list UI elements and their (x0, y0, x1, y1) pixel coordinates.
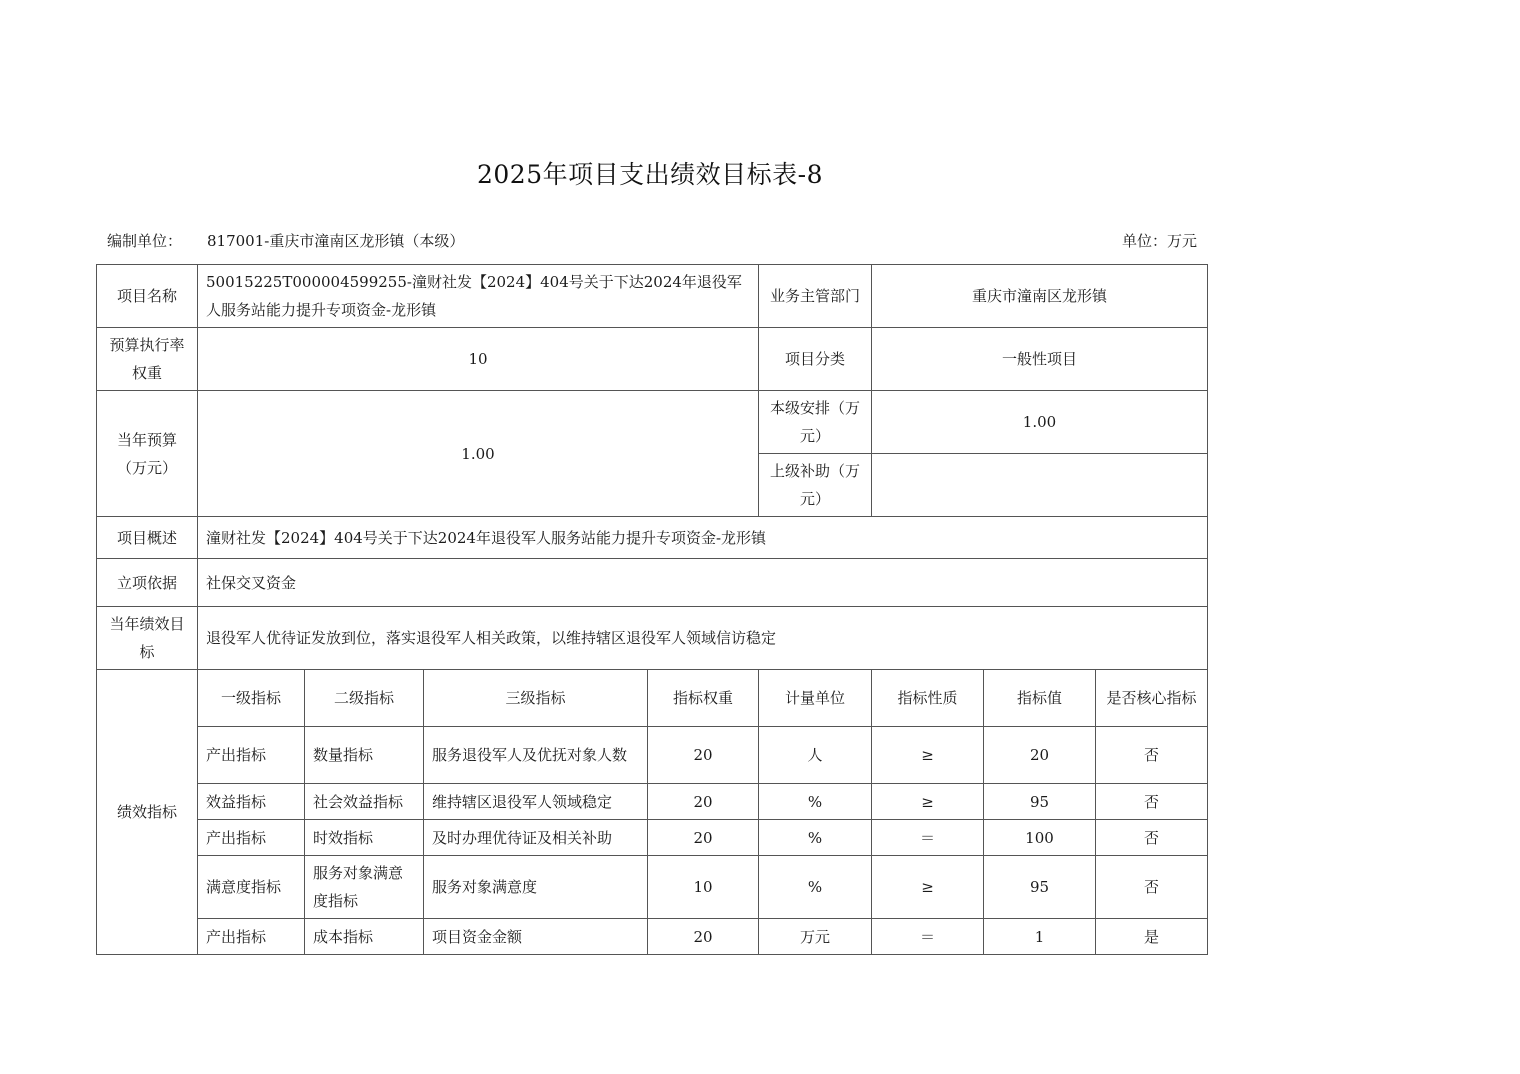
weight-cell: 20 (648, 919, 759, 955)
level3-cell: 维持辖区退役军人领域稳定 (424, 784, 648, 820)
nature-cell: ＝ (872, 919, 984, 955)
unit-cell: % (759, 820, 872, 856)
level1-cell: 效益指标 (198, 784, 305, 820)
unit-cell: 万元 (759, 919, 872, 955)
value-cell: 100 (984, 820, 1096, 856)
project-name-label: 项目名称 (97, 265, 198, 328)
dept-value: 重庆市潼南区龙形镇 (872, 265, 1208, 328)
table-row (97, 856, 1208, 919)
indicator-header: 计量单位 (759, 670, 872, 727)
nature-cell: ≥ (872, 784, 984, 820)
core-cell: 否 (1096, 784, 1208, 820)
indicator-header: 一级指标 (198, 670, 305, 727)
level3-cell: 及时办理优待证及相关补助 (424, 820, 648, 856)
exec-weight-value: 10 (198, 328, 759, 391)
value-cell: 20 (984, 727, 1096, 784)
indicator-header: 指标值 (984, 670, 1096, 727)
unit-cell: 人 (759, 727, 872, 784)
unit-cell: % (759, 856, 872, 919)
budget-value: 1.00 (198, 391, 759, 517)
nature-cell: ＝ (872, 820, 984, 856)
table-row (97, 919, 1208, 955)
basis-label: 立项依据 (97, 559, 198, 607)
header-info (107, 230, 1197, 252)
local-arrangement-value: 1.00 (872, 391, 1208, 454)
level3-cell: 服务退役军人及优抚对象人数 (424, 727, 648, 784)
nature-cell: ≥ (872, 856, 984, 919)
indicator-header: 指标权重 (648, 670, 759, 727)
level1-cell: 产出指标 (198, 919, 305, 955)
upper-subsidy-label: 上级补助（万元） (759, 454, 872, 517)
level1-cell: 满意度指标 (198, 856, 305, 919)
level3-cell: 服务对象满意度 (424, 856, 648, 919)
local-arrangement-label: 本级安排（万元） (759, 391, 872, 454)
level2-cell: 数量指标 (305, 727, 424, 784)
page-title: 2025年项目支出绩效目标表-8 (477, 160, 823, 189)
upper-subsidy-value (872, 454, 1208, 517)
unit-cell: % (759, 784, 872, 820)
unit-label: 单位：万元 (1121, 232, 1197, 250)
level2-cell: 时效指标 (305, 820, 424, 856)
weight-cell: 10 (648, 856, 759, 919)
overview-label: 项目概述 (97, 517, 198, 559)
weight-cell: 20 (648, 820, 759, 856)
overview-value: 潼财社发【2024】404号关于下达2024年退役军人服务站能力提升专项资金-龙形镇 (198, 517, 1208, 559)
core-cell: 否 (1096, 856, 1208, 919)
level2-cell: 成本指标 (305, 919, 424, 955)
value-cell: 95 (984, 856, 1096, 919)
indicator-header: 三级指标 (424, 670, 648, 727)
indicator-header: 指标性质 (872, 670, 984, 727)
basis-value: 社保交叉资金 (198, 559, 1208, 607)
level1-cell: 产出指标 (198, 727, 305, 784)
table-row (97, 820, 1208, 856)
indicator-header: 是否核心指标 (1096, 670, 1208, 727)
goal-label: 当年绩效目标 (97, 607, 198, 670)
weight-cell: 20 (648, 727, 759, 784)
weight-cell: 20 (648, 784, 759, 820)
category-value: 一般性项目 (872, 328, 1208, 391)
project-name-value: 50015225T000004599255-潼财社发【2024】404号关于下达2024年退役军人服务站能力提升专项资金-龙形镇 (198, 265, 759, 328)
goal-value: 退役军人优待证发放到位，落实退役军人相关政策，以维持辖区退役军人领域信访稳定 (198, 607, 1208, 670)
core-cell: 否 (1096, 820, 1208, 856)
table-row (97, 727, 1208, 784)
indicator-header: 二级指标 (305, 670, 424, 727)
budget-label: 当年预算（万元） (97, 391, 198, 517)
core-cell: 否 (1096, 727, 1208, 784)
indicators-section-label: 绩效指标 (97, 670, 198, 955)
level1-cell: 产出指标 (198, 820, 305, 856)
org-label: 编制单位： (107, 232, 183, 250)
level2-cell: 服务对象满意度指标 (305, 856, 424, 919)
org-value: 817001-重庆市潼南区龙形镇（本级） (207, 232, 465, 250)
exec-weight-label: 预算执行率权重 (97, 328, 198, 391)
dept-label: 业务主管部门 (759, 265, 872, 328)
table-row (97, 784, 1208, 820)
category-label: 项目分类 (759, 328, 872, 391)
value-cell: 1 (984, 919, 1096, 955)
core-cell: 是 (1096, 919, 1208, 955)
value-cell: 95 (984, 784, 1096, 820)
level3-cell: 项目资金金额 (424, 919, 648, 955)
nature-cell: ≥ (872, 727, 984, 784)
level2-cell: 社会效益指标 (305, 784, 424, 820)
performance-table (96, 264, 1208, 955)
